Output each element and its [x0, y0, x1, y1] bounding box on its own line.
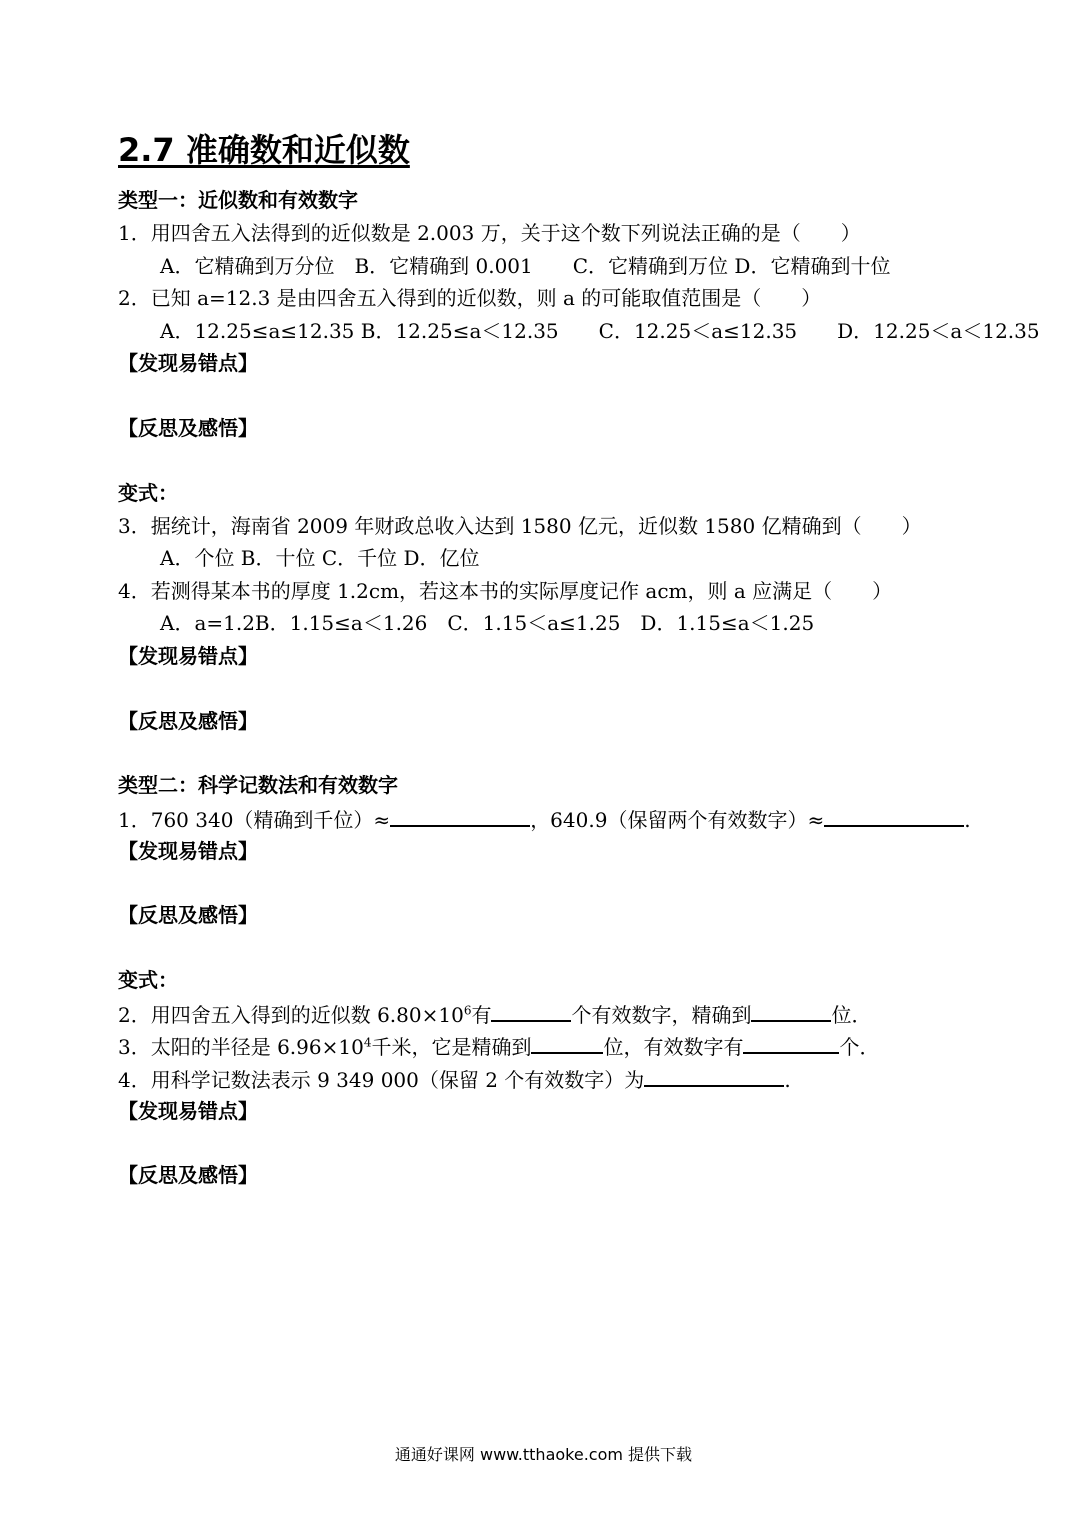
- answer-blank[interactable]: [491, 1000, 571, 1022]
- question-text: 2．用四舍五入得到的近似数 6.80×10: [118, 1003, 464, 1027]
- question-text: 4．用科学记数法表示 9 349 000（保留 2 个有效数字）为: [118, 1068, 645, 1092]
- section1-heading: 类型一：近似数和有效数字: [118, 188, 358, 212]
- section1-question-4-options: A．a=1.2B．1.15≤a＜1.26 C．1.15＜a≤1.25 D．1.15≤a＜1.25: [160, 611, 815, 635]
- page-title: 2.7 准确数和近似数: [118, 131, 410, 169]
- question-text: 1．760 340（精确到千位）≈: [118, 808, 391, 832]
- section2-question-3: [118, 1032, 879, 1060]
- section1-question-1: 1．用四舍五入法得到的近似数是 2.003 万，关于这个数下列说法正确的是（ ）: [118, 221, 861, 245]
- exponent: 4: [363, 1035, 372, 1050]
- answer-blank[interactable]: [824, 805, 964, 827]
- question-text: 3．太阳的半径是 6.96×10: [118, 1035, 364, 1059]
- answer-blank[interactable]: [531, 1032, 603, 1054]
- find-errors-label: 【发现易错点】: [118, 839, 258, 863]
- answer-blank[interactable]: [644, 1065, 784, 1087]
- section2-question-1: [118, 805, 971, 833]
- reflection-label: 【反思及感悟】: [118, 709, 258, 733]
- answer-blank[interactable]: [390, 805, 530, 827]
- reflection-label: 【反思及感悟】: [118, 1163, 258, 1187]
- exponent: 6: [463, 1003, 472, 1018]
- answer-blank[interactable]: [743, 1032, 839, 1054]
- section2-heading: 类型二：科学记数法和有效数字: [118, 773, 398, 797]
- answer-blank[interactable]: [751, 1000, 831, 1022]
- question-text: 位，有效数字有: [603, 1035, 744, 1059]
- question-text: .: [784, 1068, 791, 1092]
- section1-question-1-options: A．它精确到万分位 B．它精确到 0.001 C．它精确到万位 D．它精确到十位: [160, 254, 891, 278]
- question-text: ，640.9（保留两个有效数字）≈: [530, 808, 825, 832]
- section2-question-4: [118, 1065, 791, 1093]
- find-errors-label: 【发现易错点】: [118, 351, 258, 375]
- question-text: 个有效数字，精确到: [571, 1003, 752, 1027]
- section2-question-2: [118, 1000, 871, 1028]
- reflection-label: 【反思及感悟】: [118, 903, 258, 927]
- section1-question-2-options: A．12.25≤a≤12.35 B．12.25≤a＜12.35 C．12.25＜a≤12.35 D．12.25＜a＜12.35: [160, 319, 1040, 343]
- section1-question-3: 3．据统计，海南省 2009 年财政总收入达到 1580 亿元，近似数 1580 亿精确到（ ）: [118, 514, 922, 538]
- reflection-label: 【反思及感悟】: [118, 416, 258, 440]
- question-text: 个．: [839, 1035, 880, 1059]
- section1-question-4: 4．若测得某本书的厚度 1.2cm，若这本书的实际厚度记作 acm，则 a 应满足（ ）: [118, 579, 893, 603]
- variant-label: 变式：: [118, 481, 178, 505]
- question-text: 有: [471, 1003, 492, 1027]
- section1-question-3-options: A．个位 B．十位 C．千位 D．亿位: [160, 546, 480, 570]
- question-text: .: [964, 808, 971, 832]
- find-errors-label: 【发现易错点】: [118, 1099, 258, 1123]
- question-text: 位．: [831, 1003, 872, 1027]
- section1-question-2: 2．已知 a=12.3 是由四舍五入得到的近似数，则 a 的可能取值范围是（ ）: [118, 286, 822, 310]
- variant-label: 变式：: [118, 968, 178, 992]
- page-footer: 通通好课网 www.tthaoke.com 提供下载: [394, 1445, 693, 1464]
- find-errors-label: 【发现易错点】: [118, 644, 258, 668]
- question-text: 千米，它是精确到: [371, 1035, 532, 1059]
